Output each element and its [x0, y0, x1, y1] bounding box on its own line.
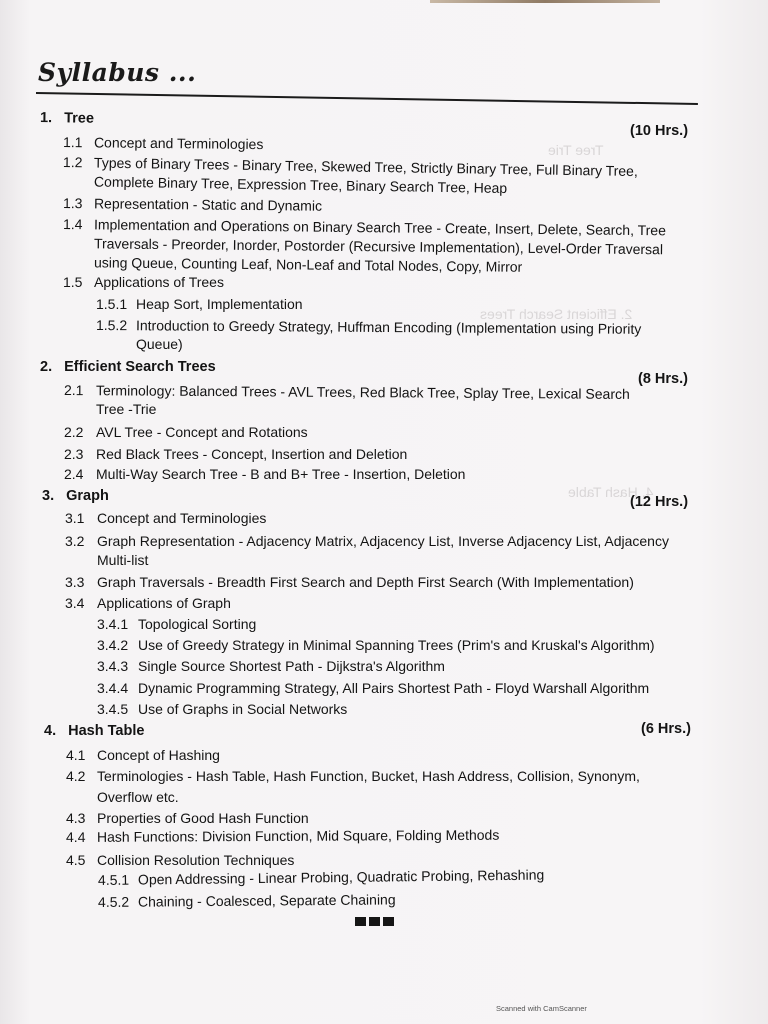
- line-number: 3.4.1: [97, 616, 129, 632]
- section-heading-graph: [42, 488, 109, 505]
- line-number: 3.4: [65, 595, 85, 611]
- line-text: Use of Graphs in Social Networks: [138, 701, 348, 717]
- line-text: Implementation and Operations on Binary Search Tree - Create, Insert, Delete, Search, Tree: [93, 216, 667, 239]
- bleed-through-text: Tree Trie: [548, 142, 604, 158]
- line-number: 4.5.2: [97, 893, 130, 910]
- syllabus-line: [66, 747, 220, 764]
- syllabus-line: [64, 446, 407, 463]
- line-number: 2.4: [64, 466, 84, 482]
- end-mark-block: [355, 917, 366, 926]
- section-title: Hash Table: [68, 723, 145, 739]
- line-number: 1.3: [62, 195, 83, 212]
- syllabus-line: [66, 789, 179, 806]
- line-text: Concept and Terminologies: [97, 510, 267, 526]
- line-text: Chaining - Coalesced, Separate Chaining: [137, 891, 396, 910]
- line-text: Concept and Terminologies: [93, 134, 264, 153]
- syllabus-line: [97, 658, 445, 675]
- syllabus-line: [64, 401, 156, 418]
- line-number: 1.5.1: [96, 296, 128, 312]
- line-text: Concept of Hashing: [97, 747, 220, 763]
- title-underline: [36, 92, 698, 105]
- line-number: 3.4.5: [97, 701, 129, 717]
- line-number: 3.4.3: [97, 658, 129, 674]
- syllabus-line: [64, 466, 465, 483]
- line-text: Graph Representation - Adjacency Matrix, Adjacency List, Inverse Adjacency List, Adjacency: [97, 533, 669, 549]
- line-text: Collision Resolution Techniques: [97, 852, 295, 868]
- bleed-through-text: 2. Efficient Search Trees: [480, 306, 633, 322]
- line-number: 3.2: [65, 533, 85, 549]
- syllabus-line: [63, 195, 322, 215]
- line-text: Tree -Trie: [96, 401, 157, 417]
- line-text: Overflow etc.: [97, 789, 179, 805]
- syllabus-line: [65, 595, 231, 612]
- end-mark-block: [369, 917, 380, 926]
- line-number: 2.3: [64, 446, 84, 462]
- line-text: Terminology: Balanced Trees - AVL Trees, Red Black Tree, Splay Tree, Lexical Search: [95, 382, 630, 402]
- line-number: 3.4.4: [97, 680, 129, 696]
- syllabus-line: [96, 296, 303, 313]
- syllabus-line: [63, 134, 264, 153]
- section-number: 3.: [42, 488, 55, 504]
- line-number: 2.2: [64, 424, 84, 440]
- line-number: 1.1: [62, 134, 83, 151]
- syllabus-line: [64, 424, 308, 441]
- syllabus-line: [65, 533, 669, 550]
- syllabus-line: [97, 616, 256, 633]
- syllabus-line: [97, 701, 347, 718]
- syllabus-line: [97, 637, 655, 654]
- page-title: Syllabus ...: [38, 58, 197, 87]
- line-text: Dynamic Programming Strategy, All Pairs Shortest Path - Floyd Warshall Algorithm: [138, 680, 650, 696]
- line-text: Topological Sorting: [138, 616, 257, 632]
- syllabus-line: [65, 552, 148, 569]
- section-number: 4.: [44, 723, 57, 739]
- line-number: 3.4.2: [97, 637, 129, 653]
- line-number: 1.2: [62, 154, 83, 171]
- line-text: Single Source Shortest Path - Dijkstra's Algorithm: [138, 658, 445, 674]
- line-text: Introduction to Greedy Strategy, Huffman Encoding (Implementation using Priority: [135, 317, 642, 337]
- line-number: 2.1: [63, 382, 84, 399]
- line-text: Multi-Way Search Tree - B and B+ Tree - Insertion, Deletion: [96, 466, 466, 482]
- section-hours: (10 Hrs.): [630, 123, 689, 139]
- line-text: Traversals - Preorder, Inorder, Postorder (Recursive Implementation), Level-Order Traversal: [93, 235, 664, 258]
- bleed-through-text: 4. Hash Table: [568, 484, 654, 500]
- line-number: 1.5: [63, 274, 83, 290]
- line-text: Properties of Good Hash Function: [97, 810, 309, 826]
- end-mark-block: [383, 917, 394, 926]
- syllabus-line: [63, 274, 224, 291]
- syllabus-line: [96, 317, 641, 338]
- line-text: Representation - Static and Dynamic: [93, 195, 323, 214]
- syllabus-line: [65, 510, 266, 527]
- line-number: 1.5.2: [95, 317, 128, 334]
- line-text: Applications of Trees: [94, 274, 224, 290]
- line-number: 4.5.1: [97, 871, 130, 888]
- line-text: Applications of Graph: [97, 595, 231, 611]
- line-number: 4.2: [66, 768, 86, 784]
- syllabus-line: [64, 382, 630, 403]
- line-number: 4.4: [65, 828, 86, 845]
- line-text: Terminologies - Hash Table, Hash Function, Bucket, Hash Address, Collision, Synonym,: [97, 768, 640, 784]
- section-heading-hash-table: [44, 723, 144, 740]
- section-number: 1.: [39, 110, 53, 127]
- line-number: 4.5: [66, 852, 86, 868]
- syllabus-line: [66, 827, 499, 846]
- line-number: 1.4: [62, 216, 83, 233]
- section-hours: (8 Hrs.): [638, 371, 688, 387]
- section-title: Efficient Search Trees: [64, 359, 216, 375]
- section-heading-efficient-search-trees: [40, 359, 216, 376]
- line-text: Red Black Trees - Concept, Insertion and Deletion: [96, 446, 408, 462]
- syllabus-line: [66, 768, 640, 785]
- syllabus-line: [65, 574, 634, 591]
- line-text: Use of Greedy Strategy in Minimal Spanning Trees (Prim's and Kruskal's Algorithm): [138, 637, 655, 653]
- line-text: Queue): [136, 336, 183, 352]
- line-text: Open Addressing - Linear Probing, Quadratic Probing, Rehashing: [137, 866, 545, 888]
- section-heading-tree: [40, 110, 94, 128]
- syllabus-line: [66, 852, 294, 869]
- line-text: using Queue, Counting Leaf, Non-Leaf and Total Nodes, Copy, Mirror: [93, 254, 523, 275]
- syllabus-line: [98, 891, 396, 911]
- section-number: 2.: [40, 359, 53, 375]
- syllabus-line: [66, 810, 309, 827]
- line-number: 3.1: [65, 510, 85, 526]
- section-title: Graph: [66, 488, 109, 504]
- line-number: 4.1: [66, 747, 86, 763]
- end-of-section-mark: [355, 917, 394, 926]
- line-text: Multi-list: [97, 552, 149, 568]
- line-text: Hash Functions: Division Function, Mid Square, Folding Methods: [96, 826, 500, 845]
- page-top-edge: [430, 0, 660, 3]
- line-number: 4.3: [66, 810, 86, 826]
- line-text: Graph Traversals - Breadth First Search and Depth First Search (With Implementation): [97, 574, 634, 590]
- line-text: Heap Sort, Implementation: [136, 296, 303, 312]
- syllabus-line: [97, 680, 649, 697]
- line-text: Complete Binary Tree, Expression Tree, Binary Search Tree, Heap: [93, 173, 508, 196]
- syllabus-line: [63, 254, 522, 276]
- section-title: Tree: [64, 110, 95, 127]
- line-number: 3.3: [65, 574, 85, 590]
- scanner-watermark: Scanned with CamScanner: [496, 1004, 587, 1013]
- line-text: Types of Binary Trees - Binary Tree, Skewed Tree, Strictly Binary Tree, Full Binary Tree,: [93, 154, 638, 180]
- section-hours: (12 Hrs.): [630, 494, 689, 510]
- line-text: AVL Tree - Concept and Rotations: [96, 424, 308, 440]
- section-hours: (6 Hrs.): [641, 721, 691, 737]
- syllabus-line: [98, 867, 544, 889]
- syllabus-line: [96, 336, 183, 353]
